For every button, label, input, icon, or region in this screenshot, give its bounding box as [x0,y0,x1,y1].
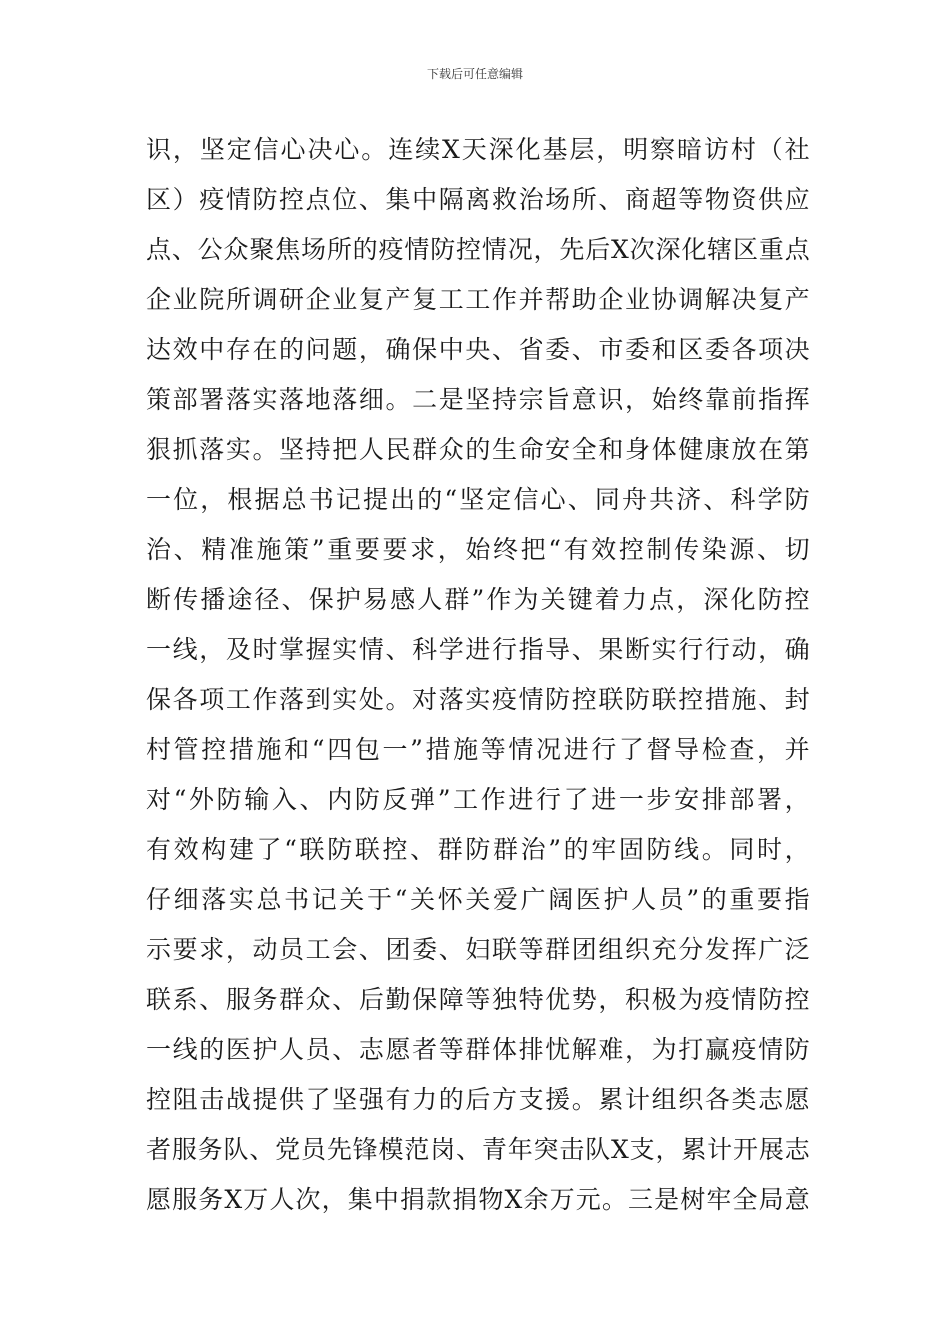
text-line: 有效构建了“联防联控、群防群治”的牢固防线。同时， [146,835,810,864]
text-line: 示要求，动员工会、团委、妇联等群团组织充分发挥广泛 [146,935,810,964]
text-line: 区）疫情防控点位、集中隔离救治场所、商超等物资供应 [146,185,810,214]
text-line: 村管控措施和“四包一”措施等情况进行了督导检查，并 [146,735,810,764]
text-line: 仔细落实总书记关于“关怀关爱广阔医护人员”的重要指 [146,885,810,914]
text-line: 企业院所调研企业复产复工工作并帮助企业协调解决复产 [146,285,810,314]
text-line: 治、精准施策”重要要求，始终把“有效控制传染源、切 [146,535,810,564]
text-line: 愿服务X万人次，集中捐款捐物X余万元。三是树牢全局意 [146,1185,810,1214]
text-line: 识，坚定信心决心。连续X天深化基层，明察暗访村（社 [146,135,810,164]
page-header: 下载后可任意编辑 [426,67,523,81]
text-line: 一位，根据总书记提出的“坚定信心、同舟共济、科学防 [146,485,810,514]
text-line: 一线，及时掌握实情、科学进行指导、果断实行行动，确 [146,635,810,664]
text-line: 断传播途径、保护易感人群”作为关键着力点，深化防控 [146,585,810,614]
text-line: 者服务队、党员先锋模范岗、青年突击队X支，累计开展志 [146,1135,810,1164]
text-line: 联系、服务群众、后勤保障等独特优势，积极为疫情防控 [146,985,810,1014]
text-line: 狠抓落实。坚持把人民群众的生命安全和身体健康放在第 [146,435,810,464]
text-line: 控阻击战提供了坚强有力的后方支援。累计组织各类志愿 [146,1085,810,1114]
body-paragraph [146,125,810,1225]
text-line: 一线的医护人员、志愿者等群体排忧解难，为打赢疫情防 [146,1035,810,1064]
text-line: 达效中存在的问题，确保中央、省委、市委和区委各项决 [146,335,810,364]
text-line: 点、公众聚焦场所的疫情防控情况，先后X次深化辖区重点 [146,235,810,264]
text-line: 保各项工作落到实处。对落实疫情防控联防联控措施、封 [146,685,810,714]
text-line: 对“外防输入、内防反弹”工作进行了进一步安排部署， [146,785,810,814]
text-line: 策部署落实落地落细。二是坚持宗旨意识，始终靠前指挥 [146,385,810,414]
